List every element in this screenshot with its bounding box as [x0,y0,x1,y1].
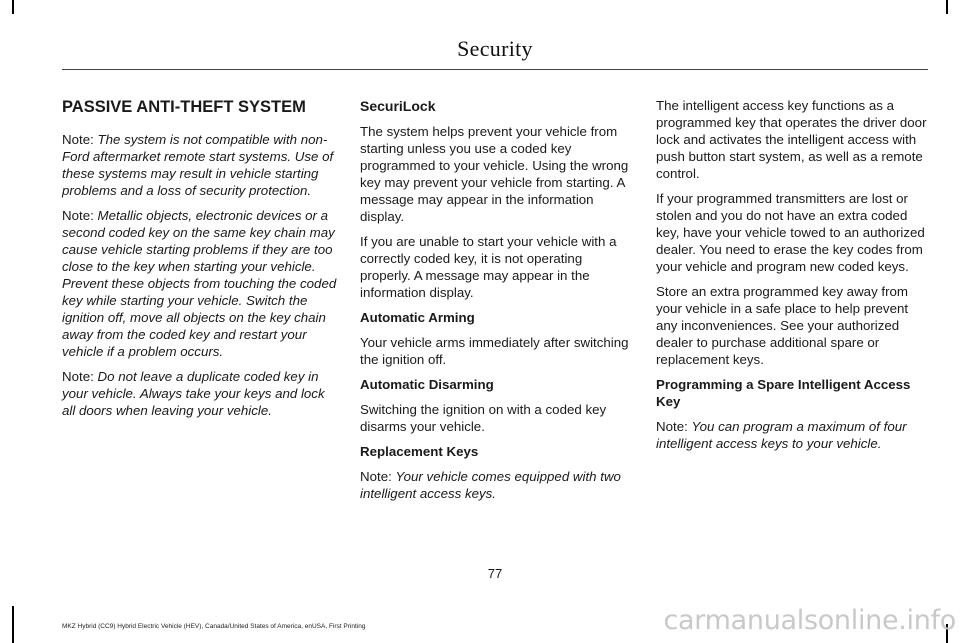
page-number: 77 [487,566,503,581]
body-paragraph: Your vehicle arms immediately after switching the ignition off. [360,335,629,367]
footer-text: MKZ Hybrid (CC9) Hybrid Electric Vehicle (HEV), Canada/United States of America, enUSA, First Printing [62,623,366,630]
note-label: Note: [62,132,94,147]
minor-heading: Automatic Arming [360,310,475,325]
column-right [656,97,930,460]
header-divider [62,69,928,70]
body-paragraph: Switching the ignition on with a coded key disarms your vehicle. [360,402,607,434]
note-label: Note: [62,369,94,384]
note-paragraph [360,468,634,502]
minor-heading: Programming a Spare Intelligent Access Key [656,377,911,409]
column-middle [360,97,634,510]
crop-mark-top-right [946,0,948,14]
column-left [62,97,338,427]
body-paragraph: If you are unable to start your vehicle with a correctly coded key, it is not operating properly. A message may appear in the information display. [360,234,617,300]
note-text: You can program a maximum of four intelligent access keys to your vehicle. [656,419,907,451]
minor-heading: Replacement Keys [360,444,479,459]
note-text: The system is not compatible with non-Ford aftermarket remote start systems. Use of these systems may result in vehicle starting problems and a loss of security protection. [62,132,334,198]
note-label: Note: [656,419,688,434]
note-text: Your vehicle comes equipped with two intelligent access keys. [360,469,621,501]
body-paragraph: The intelligent access key functions as a programmed key that operates the driver door lock and activates the intelligent access with push button start system, as well as a remote control. [656,98,927,181]
page-title: Security [457,36,533,61]
body-paragraph: If your programmed transmitters are lost or stolen and you do not have an extra coded key, have your vehicle towed to an authorized dealer. You need to erase the key codes from your vehicle and program new coded keys. [656,191,925,274]
section-heading: PASSIVE ANTI-THEFT SYSTEM [62,98,306,116]
note-label: Note: [62,208,94,223]
subsection-heading: SecuriLock [360,98,436,114]
crop-mark-top-left [12,0,14,14]
note-paragraph [656,418,930,452]
note-label: Note: [360,469,392,484]
watermark: carmanualsonline.info [663,605,956,636]
body-paragraph: The system helps prevent your vehicle from starting unless you use a coded key programmed to your vehicle. Using the wrong key may prevent your vehicle from starting. A message may appear in the information display. [360,124,629,224]
note-paragraph [62,368,338,419]
crop-mark-bottom-left [12,606,14,643]
note-text: Metallic objects, electronic devices or a second coded key on the same key chain may cause vehicle starting problems if they are too close to the key when starting your vehicle. Prevent these objects from touching the coded key while starting your vehicle. Switch the ignition off, move all objects on the key chain away from the coded key and restart your vehicle if a problem occurs. [62,208,337,359]
note-paragraph [62,207,338,360]
note-paragraph [62,131,338,199]
minor-heading: Automatic Disarming [360,377,494,392]
note-text: Do not leave a duplicate coded key in your vehicle. Always take your keys and lock all doors when leaving your vehicle. [62,369,325,418]
body-paragraph: Store an extra programmed key away from your vehicle in a safe place to help prevent any inconveniences. See your authorized dealer to purchase additional spare or replacement keys. [656,284,909,367]
